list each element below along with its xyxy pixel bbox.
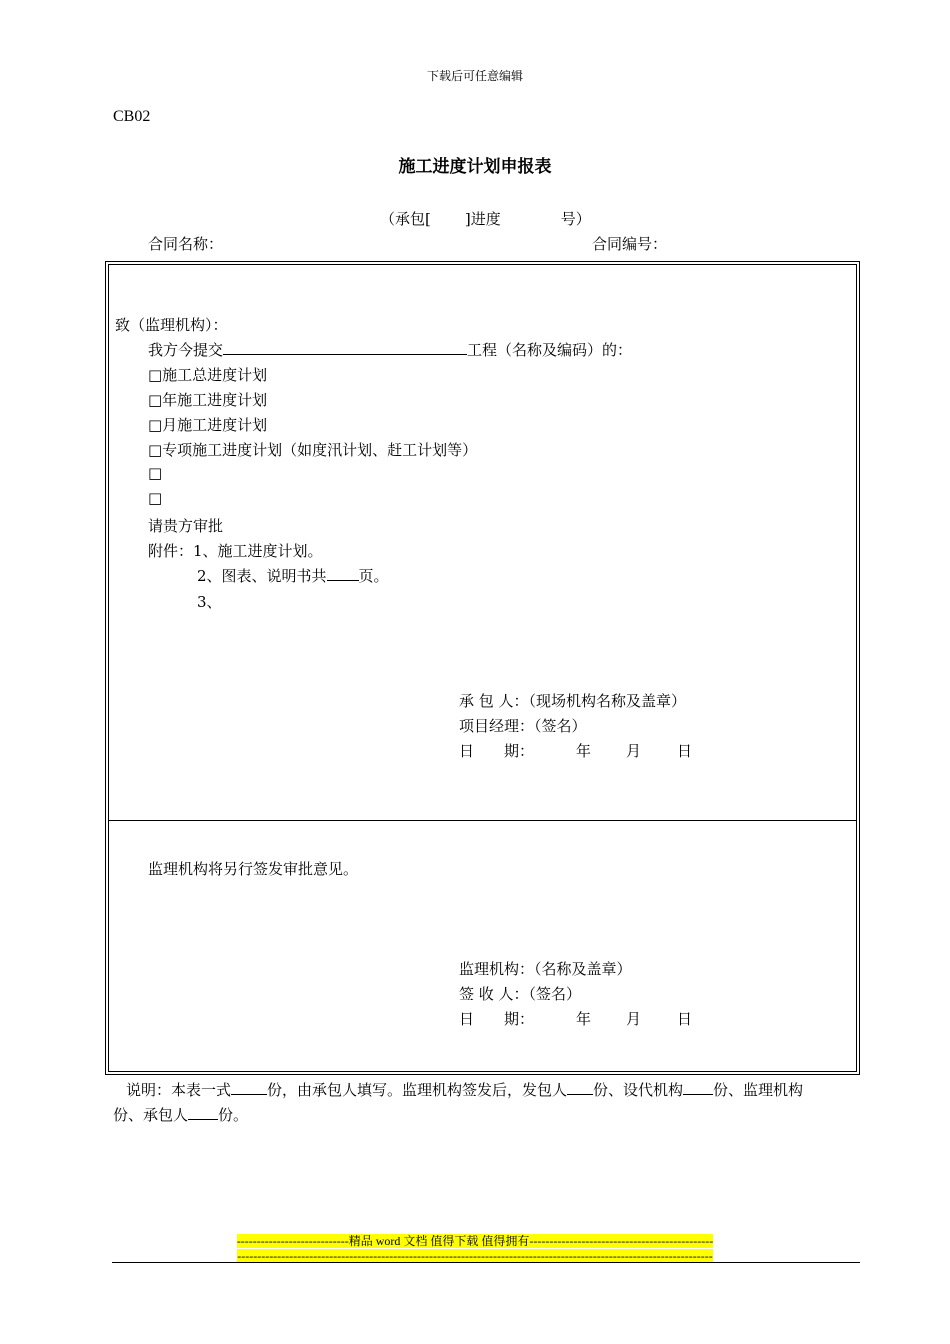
day-label-1: 日: [677, 742, 693, 760]
form-number-mid: ]进度: [464, 210, 501, 228]
section-divider: [108, 820, 857, 821]
org-label: 监理机构：: [459, 960, 535, 978]
attachment-2: [197, 565, 389, 586]
addressee: 致（监理机构）：: [115, 316, 228, 334]
project-name-blank[interactable]: [223, 339, 467, 355]
form-number-close: 号）: [560, 210, 591, 228]
page-count-blank[interactable]: [327, 565, 359, 581]
submit-suffix: 工程（名称及编码）的：: [467, 341, 633, 359]
submit-prefix: 我方今提交: [148, 341, 224, 359]
copies-design-blank[interactable]: [683, 1079, 713, 1095]
year-label-2: 年: [576, 1010, 592, 1028]
option-blank-2[interactable]: □: [148, 489, 163, 507]
note-line-1: [126, 1079, 803, 1100]
footer-line-1: ----------------------------精品 word 文档 值得下载 值得拥有----------------------------------------------: [236, 1234, 714, 1248]
note-text-b: 份，由承包人填写。监理机构签发后，发包人: [267, 1081, 568, 1099]
note-text-f: 份。: [218, 1106, 249, 1124]
contract-no-label: 合同编号：: [592, 235, 668, 253]
org-value: （名称及盖章）: [534, 960, 632, 978]
submit-line: [148, 339, 632, 360]
manager-line: [459, 715, 587, 736]
manager-label: 项目经理：: [459, 717, 535, 735]
month-label-2: 月: [626, 1010, 642, 1028]
attachment-1: 附件：1、施工进度计划。: [148, 542, 323, 560]
form-inner-border: [108, 264, 857, 1072]
contract-name-label: 合同名称：: [148, 235, 224, 253]
form-number-line: [380, 208, 591, 229]
note-text-a: 说明：本表一式: [126, 1081, 232, 1099]
form-number-open: （承包[: [380, 210, 431, 228]
contractor-label: 承 包 人：: [459, 692, 529, 710]
copies-contractor-blank[interactable]: [188, 1104, 218, 1120]
copies-total-blank[interactable]: [231, 1079, 267, 1095]
receiver-line: [459, 983, 581, 1004]
option-total-plan[interactable]: □施工总进度计划: [148, 366, 268, 384]
attachment-3: 3、: [197, 593, 222, 611]
contractor-line: [459, 690, 686, 711]
note-text-d: 份、监理机构: [713, 1081, 804, 1099]
org-line: [459, 958, 632, 979]
receiver-label: 签 收 人：: [459, 985, 529, 1003]
top-note: 下载后可任意编辑: [426, 69, 523, 83]
receiver-value: （签名）: [528, 985, 582, 1003]
date-label-2: 日 期：: [459, 1010, 535, 1028]
copies-owner-blank[interactable]: [567, 1079, 593, 1095]
attachment-2-prefix: 2、图表、说明书共: [197, 567, 327, 585]
option-annual-plan[interactable]: □年施工进度计划: [148, 391, 268, 409]
manager-value: （签名）: [534, 717, 587, 735]
day-label-2: 日: [677, 1010, 693, 1028]
option-monthly-plan[interactable]: □月施工进度计划: [148, 416, 268, 434]
attachment-2-suffix: 页。: [358, 567, 389, 585]
option-blank-1[interactable]: □: [148, 464, 163, 482]
note-text-c: 份、设代机构: [593, 1081, 684, 1099]
date-label-1: 日 期：: [459, 742, 535, 760]
opinion-text: 监理机构将另行签发审批意见。: [148, 860, 359, 878]
request-text: 请贵方审批: [148, 517, 224, 535]
footer-rule: [112, 1262, 860, 1263]
option-special-plan[interactable]: □专项施工进度计划（如度汛计划、赶工计划等）: [148, 441, 478, 459]
footer-line-2: -----------------------------------------------------------------------------------------------------------------------: [237, 1249, 713, 1263]
form-title: 施工进度计划申报表: [398, 157, 552, 177]
form-code: CB02: [113, 108, 151, 125]
note-text-e: 份、承包人: [113, 1106, 189, 1124]
year-label-1: 年: [576, 742, 592, 760]
month-label-1: 月: [626, 742, 642, 760]
note-line-2: [113, 1104, 248, 1125]
contractor-value: （现场机构名称及盖章）: [528, 692, 687, 710]
